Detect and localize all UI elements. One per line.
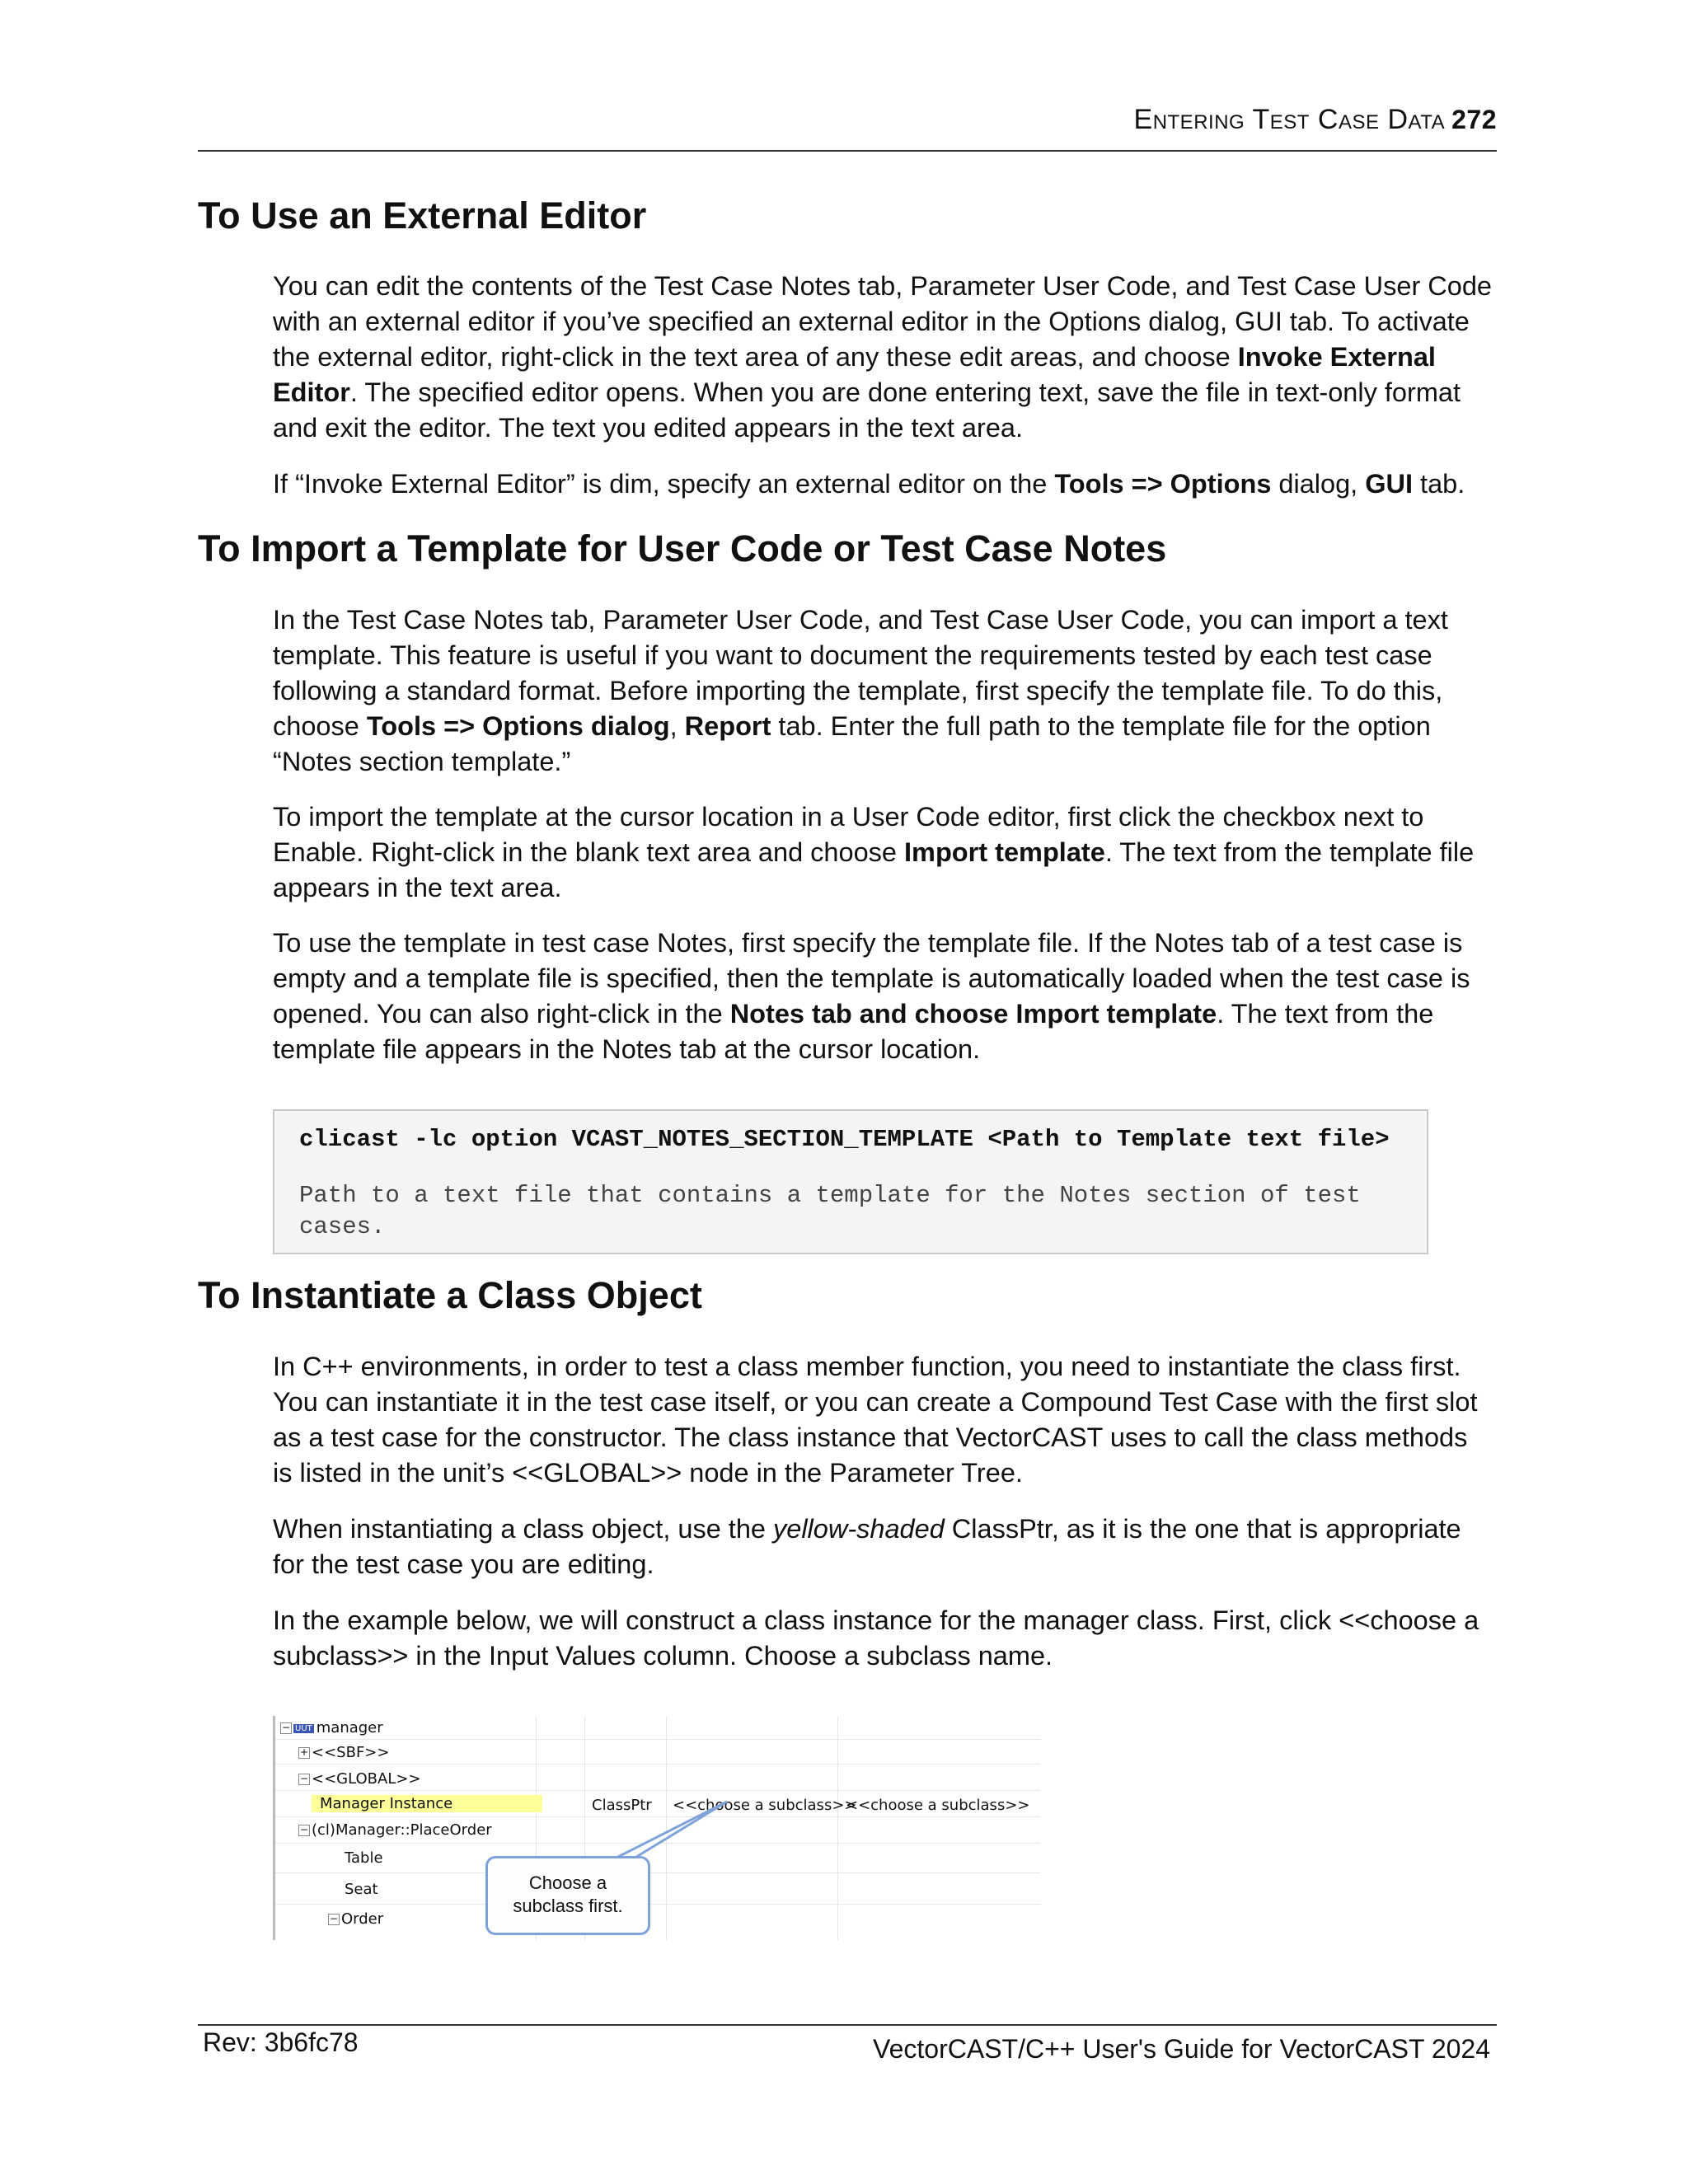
text-run: . The text from the template file appears in the Notes tab at the cursor location. bbox=[273, 999, 1434, 1064]
tree-item-label: Manager Instance bbox=[320, 1795, 453, 1812]
heading-class-object: To Instantiate a Class Object bbox=[198, 1274, 702, 1316]
input-value-choose-subclass[interactable]: <<choose a subclass>> bbox=[673, 1797, 857, 1814]
paragraph-class-object-2 bbox=[273, 1511, 1493, 1582]
callout-bubble bbox=[485, 1856, 650, 1935]
page-header bbox=[198, 104, 1497, 152]
code-description: Path to a text file that contains a template for the Notes section of test cases. bbox=[299, 1182, 1361, 1240]
paragraph-import-template-3 bbox=[273, 926, 1493, 1067]
text-run: dialog, bbox=[1271, 469, 1366, 499]
collapse-icon[interactable]: − bbox=[299, 1824, 309, 1835]
type-cell-classptr: ClassPtr bbox=[592, 1797, 652, 1814]
footer-guide-title: VectorCAST/C++ User's Guide for VectorCAST 2024 bbox=[873, 2034, 1490, 2064]
text-run: ClassPtr, as it is the one that is appropriate for the test case you are editing. bbox=[273, 1514, 1461, 1579]
collapse-icon[interactable]: − bbox=[299, 1773, 309, 1784]
text-run: When instantiating a class object, use the bbox=[273, 1514, 774, 1544]
text-run: To import the template at the cursor location in a User Code editor, first click the checkbox next to Enable. Right-click in the blank text area and choose bbox=[273, 802, 1424, 867]
footer-revision: Rev: 3b6fc78 bbox=[203, 2027, 359, 2057]
expand-icon[interactable]: + bbox=[299, 1746, 309, 1758]
bold-run: Tools => Options dialog bbox=[366, 711, 670, 741]
collapse-icon[interactable]: − bbox=[329, 1913, 339, 1924]
parameter-tree-screenshot bbox=[273, 1716, 1040, 1940]
paragraph-class-object-3: In the example below, we will construct a class instance for the manager class. First, click <<choose a subclass>> in the Input Values column. Choose a subclass name. bbox=[273, 1605, 1479, 1671]
text-run: tab. Enter the full path to the template file for the option “Notes section template.” bbox=[273, 711, 1431, 776]
text-run: , bbox=[669, 711, 685, 741]
tree-item-table[interactable]: Table bbox=[345, 1849, 383, 1867]
bold-run: Tools => Options bbox=[1054, 469, 1272, 499]
footer-rule bbox=[198, 2024, 1497, 2026]
expected-value-choose-subclass[interactable]: <<choose a subclass>> bbox=[846, 1797, 1030, 1814]
code-command: clicast -lc option VCAST_NOTES_SECTION_TEMPLATE <Path to Template text file> bbox=[299, 1126, 1390, 1153]
tree-item-label: Order bbox=[341, 1910, 384, 1928]
tree-item-label: (cl)Manager::PlaceOrder bbox=[312, 1821, 492, 1839]
text-run: You can edit the contents of the Test Case Notes tab, Parameter User Code, and Test Case User Code with an external editor if you’ve specified an external editor in the Options dialog, GUI tab. To activate the external editor, right-click in the text area of any these edit areas, and choose bbox=[273, 271, 1492, 372]
tree-item-label: <<GLOBAL>> bbox=[312, 1770, 421, 1788]
text-run: . The text from the template file appears in the text area. bbox=[273, 837, 1475, 902]
bold-run: Import template bbox=[904, 837, 1105, 867]
callout-line-2: subclass first. bbox=[513, 1896, 623, 1916]
text-run: . The specified editor opens. When you are done entering text, save the file in text-only format and exit the editor. The text you edited appears in the text area. bbox=[273, 377, 1461, 443]
bold-run: Invoke External Editor bbox=[273, 342, 1436, 407]
collapse-icon[interactable]: − bbox=[281, 1722, 291, 1733]
callout-line-1: Choose a bbox=[528, 1872, 607, 1893]
paragraph-external-editor-1 bbox=[273, 269, 1493, 446]
header-section-title: Entering Test Case Data bbox=[1133, 104, 1446, 135]
tree-item-seat[interactable]: Seat bbox=[345, 1881, 378, 1898]
heading-import-template: To Import a Template for User Code or Test Case Notes bbox=[198, 527, 1167, 569]
italic-run: yellow-shaded bbox=[773, 1514, 945, 1544]
text-run: To use the template in test case Notes, first specify the template file. If the Notes tab of a test case is empty and a template file is specified, then the template is automatically loaded when the test case is opened. You can also right-click in the bbox=[273, 928, 1470, 1029]
paragraph-import-template-1 bbox=[273, 602, 1493, 780]
text-run: In the Test Case Notes tab, Parameter User Code, and Test Case User Code, you can import a text template. This feature is useful if you want to document the requirements tested by each test case following a standard format. Before importing the template, first specify the template file. To do this, choose bbox=[273, 605, 1448, 741]
bold-run: GUI bbox=[1365, 469, 1414, 499]
tree-item-label: <<SBF>> bbox=[312, 1744, 390, 1761]
text-run: If “Invoke External Editor” is dim, specify an external editor on the bbox=[273, 469, 1055, 499]
unit-badge: UUT bbox=[295, 1723, 312, 1733]
code-block bbox=[273, 1109, 1428, 1254]
paragraph-external-editor-2 bbox=[273, 466, 1493, 502]
tree-item-label: manager bbox=[316, 1719, 383, 1736]
heading-external-editor: To Use an External Editor bbox=[198, 194, 647, 237]
text-run: tab. bbox=[1413, 469, 1465, 499]
callout-pointer bbox=[275, 1716, 1040, 1940]
paragraph-import-template-2 bbox=[273, 799, 1493, 906]
page-number: 272 bbox=[1451, 105, 1497, 134]
bold-run: Notes tab and choose Import template bbox=[729, 999, 1217, 1029]
bold-run: Report bbox=[684, 711, 771, 741]
paragraph-class-object-1: In C++ environments, in order to test a class member function, you need to instantiate the class first. You can instantiate it in the test case itself, or you can create a Compound Test Case with the first slot as a test case for the constructor. The class instance that VectorCAST uses to call the class methods is listed in the unit’s <<GLOBAL>> node in the Parameter Tree. bbox=[273, 1352, 1478, 1488]
